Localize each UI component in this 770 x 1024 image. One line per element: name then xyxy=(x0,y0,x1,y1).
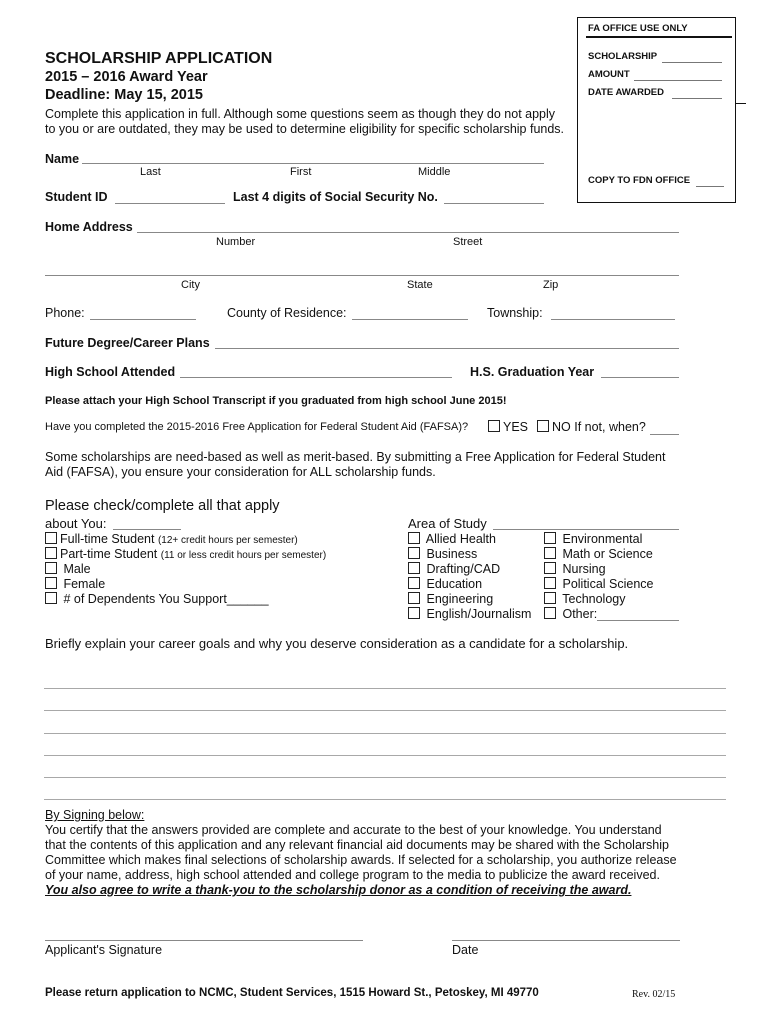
signing-line-2: that the contents of this application and any relevant financial aid documents may be shared with the Scholarship xyxy=(45,838,669,852)
about-item-female[interactable] xyxy=(45,577,105,592)
signature-label: Applicant's Signature xyxy=(45,943,163,957)
about-you-heading: about You: xyxy=(45,516,107,531)
about-item-full-time[interactable] xyxy=(45,532,298,548)
check-heading: Please check/complete all that apply xyxy=(45,498,280,514)
county-field[interactable] xyxy=(352,319,468,320)
study-checkbox[interactable] xyxy=(408,607,420,619)
need-based-line-1: Some scholarships are need-based as well as merit-based. By submitting a Free Application for Federal Student xyxy=(45,450,666,464)
signing-line-1: You certify that the answers provided are complete and accurate to the best of your knowledge. You understand xyxy=(45,823,662,837)
dependents-label: # of Dependents You Support______ xyxy=(60,592,269,606)
high-school-label: High School Attended xyxy=(45,365,176,379)
full-time-label: Full-time Student xyxy=(60,532,155,546)
fa-date-awarded-label: DATE AWARDED xyxy=(588,87,664,98)
study-checkbox[interactable] xyxy=(544,592,556,604)
full-time-checkbox[interactable] xyxy=(45,532,57,544)
graduation-year-label: H.S. Graduation Year xyxy=(470,365,595,379)
fa-office-header: FA OFFICE USE ONLY xyxy=(588,23,688,34)
study-technology[interactable] xyxy=(544,592,626,607)
fafsa-no-option[interactable] xyxy=(537,420,646,434)
study-label: Allied Health xyxy=(425,532,496,546)
name-last-caption: Last xyxy=(140,166,161,178)
area-of-study-heading: Area of Study xyxy=(408,516,487,531)
ssn-label: Last 4 digits of Social Security No. xyxy=(233,190,438,204)
county-label: County of Residence: xyxy=(227,306,347,320)
study-label: Education xyxy=(426,577,483,591)
male-checkbox[interactable] xyxy=(45,562,57,574)
name-field[interactable] xyxy=(82,163,544,164)
address-state-caption: State xyxy=(407,279,433,291)
study-business[interactable] xyxy=(408,547,477,562)
essay-line[interactable] xyxy=(44,733,726,734)
study-label: Nursing xyxy=(562,562,606,576)
date-label: Date xyxy=(452,943,479,957)
student-id-label: Student ID xyxy=(45,190,108,204)
career-plans-field[interactable] xyxy=(215,348,679,349)
name-first-caption: First xyxy=(290,166,312,178)
study-checkbox[interactable] xyxy=(544,547,556,559)
study-label: Math or Science xyxy=(562,547,653,561)
male-label: Male xyxy=(60,562,91,576)
name-middle-caption: Middle xyxy=(418,166,451,178)
about-item-male[interactable] xyxy=(45,562,91,577)
signing-line-3: Committee which makes final selections of scholarship awards. If selected for a scholarship, you authorize release xyxy=(45,853,677,867)
fafsa-yes-label: YES xyxy=(503,420,529,434)
study-political-science[interactable] xyxy=(544,577,654,592)
essay-line[interactable] xyxy=(44,710,726,711)
home-address-label: Home Address xyxy=(45,220,133,234)
thank-you-requirement: You also agree to write a thank-you to the scholarship donor as a condition of receiving the award. xyxy=(45,883,632,897)
study-nursing[interactable] xyxy=(544,562,606,577)
study-label: Business xyxy=(426,547,478,561)
part-time-checkbox[interactable] xyxy=(45,547,57,559)
study-other-field[interactable] xyxy=(597,620,679,621)
date-field[interactable] xyxy=(452,940,680,941)
address-zip-caption: Zip xyxy=(543,279,559,291)
part-time-note: (11 or less credit hours per semester) xyxy=(160,550,327,561)
about-you-underline xyxy=(113,529,181,530)
home-address-field[interactable] xyxy=(137,232,679,233)
study-label: Political Science xyxy=(562,577,654,591)
transcript-note: Please attach your High School Transcript if you graduated from high school June 2015! xyxy=(45,395,507,407)
deadline: Deadline: May 15, 2015 xyxy=(45,87,203,103)
full-time-note: (12+ credit hours per semester) xyxy=(157,535,298,546)
female-checkbox[interactable] xyxy=(45,577,57,589)
study-checkbox[interactable] xyxy=(408,592,420,604)
about-item-dependents[interactable] xyxy=(45,592,269,607)
study-checkbox[interactable] xyxy=(408,562,420,574)
graduation-year-field[interactable] xyxy=(601,377,679,378)
township-field[interactable] xyxy=(551,319,675,320)
phone-field[interactable] xyxy=(90,319,196,320)
study-label: Environmental xyxy=(562,532,643,546)
study-label: Technology xyxy=(562,592,626,606)
study-checkbox[interactable] xyxy=(544,577,556,589)
female-label: Female xyxy=(60,577,106,591)
phone-label: Phone: xyxy=(45,306,85,320)
career-plans-label: Future Degree/Career Plans xyxy=(45,336,210,350)
study-environmental[interactable] xyxy=(544,532,642,547)
study-label: Engineering xyxy=(426,592,494,606)
study-drafting-cad[interactable] xyxy=(408,562,500,577)
part-time-label: Part-time Student xyxy=(60,547,158,561)
fa-amount-label: AMOUNT xyxy=(588,69,630,80)
fa-amount-field[interactable] xyxy=(634,80,722,81)
intro-line-2: to you or are outdated, they may be used to determine eligibility for specific scholarship funds. xyxy=(45,122,565,136)
signing-line-4: of your name, address, high school attended and college program to the media to publicize the award received. xyxy=(45,868,660,882)
about-item-part-time[interactable] xyxy=(45,547,326,563)
study-math-science[interactable] xyxy=(544,547,653,562)
address-city-caption: City xyxy=(181,279,200,291)
fafsa-no-label: NO If not, when? xyxy=(552,420,646,434)
high-school-field[interactable] xyxy=(180,377,452,378)
study-education[interactable] xyxy=(408,577,482,592)
fa-scholarship-field[interactable] xyxy=(662,62,722,63)
fa-office-divider xyxy=(586,36,732,38)
area-of-study-underline xyxy=(493,529,679,530)
address-street-caption: Street xyxy=(453,236,483,248)
return-note: Please return application to NCMC, Student Services, 1515 Howard St., Petoskey, MI 49770 xyxy=(45,987,539,999)
dependents-checkbox[interactable] xyxy=(45,592,57,604)
fafsa-when-field[interactable] xyxy=(650,434,679,435)
city-state-zip-field[interactable] xyxy=(45,275,679,276)
study-checkbox[interactable] xyxy=(408,532,420,544)
fafsa-yes-option[interactable] xyxy=(488,420,528,434)
study-checkbox[interactable] xyxy=(408,577,420,589)
page-title: SCHOLARSHIP APPLICATION xyxy=(45,50,273,67)
fa-copy-label: COPY TO FDN OFFICE xyxy=(588,175,691,186)
study-label: Drafting/CAD xyxy=(426,562,501,576)
fa-copy-field[interactable] xyxy=(696,186,724,187)
study-checkbox[interactable] xyxy=(544,607,556,619)
signature-field[interactable] xyxy=(45,940,363,941)
award-year: 2015 – 2016 Award Year xyxy=(45,69,208,85)
study-other[interactable] xyxy=(544,607,597,622)
address-number-caption: Number xyxy=(216,236,256,248)
essay-line[interactable] xyxy=(44,688,726,689)
fafsa-yes-checkbox[interactable] xyxy=(488,420,500,432)
intro-line-1: Complete this application in full. Although some questions seem as though they do not apply xyxy=(45,107,556,121)
study-checkbox[interactable] xyxy=(408,547,420,559)
fa-scholarship-label: SCHOLARSHIP xyxy=(588,51,658,62)
need-based-line-2: Aid (FAFSA), you ensure your consideration for ALL scholarship funds. xyxy=(45,465,436,479)
fa-box-tick xyxy=(736,103,746,104)
study-engineering[interactable] xyxy=(408,592,493,607)
essay-line[interactable] xyxy=(44,755,726,756)
fa-date-awarded-field[interactable] xyxy=(672,98,722,99)
fafsa-no-checkbox[interactable] xyxy=(537,420,549,432)
township-label: Township: xyxy=(487,306,543,320)
study-label: Other: xyxy=(562,607,598,621)
study-checkbox[interactable] xyxy=(544,532,556,544)
career-goals-prompt: Briefly explain your career goals and why you deserve consideration as a candidate for a scholarship. xyxy=(45,636,629,651)
study-allied-health[interactable] xyxy=(408,532,496,547)
study-checkbox[interactable] xyxy=(544,562,556,574)
fa-office-box xyxy=(577,17,736,203)
name-label: Name xyxy=(45,152,80,166)
revision-note: Rev. 02/15 xyxy=(632,989,676,1000)
study-label: English/Journalism xyxy=(426,607,532,621)
study-english-journalism[interactable] xyxy=(408,607,531,622)
essay-line[interactable] xyxy=(44,777,726,778)
signing-heading: By Signing below: xyxy=(45,808,145,822)
ssn-field[interactable] xyxy=(444,203,544,204)
essay-line[interactable] xyxy=(44,799,726,800)
student-id-field[interactable] xyxy=(115,203,225,204)
fafsa-question: Have you completed the 2015-2016 Free Application for Federal Student Aid (FAFSA)? xyxy=(45,421,469,433)
